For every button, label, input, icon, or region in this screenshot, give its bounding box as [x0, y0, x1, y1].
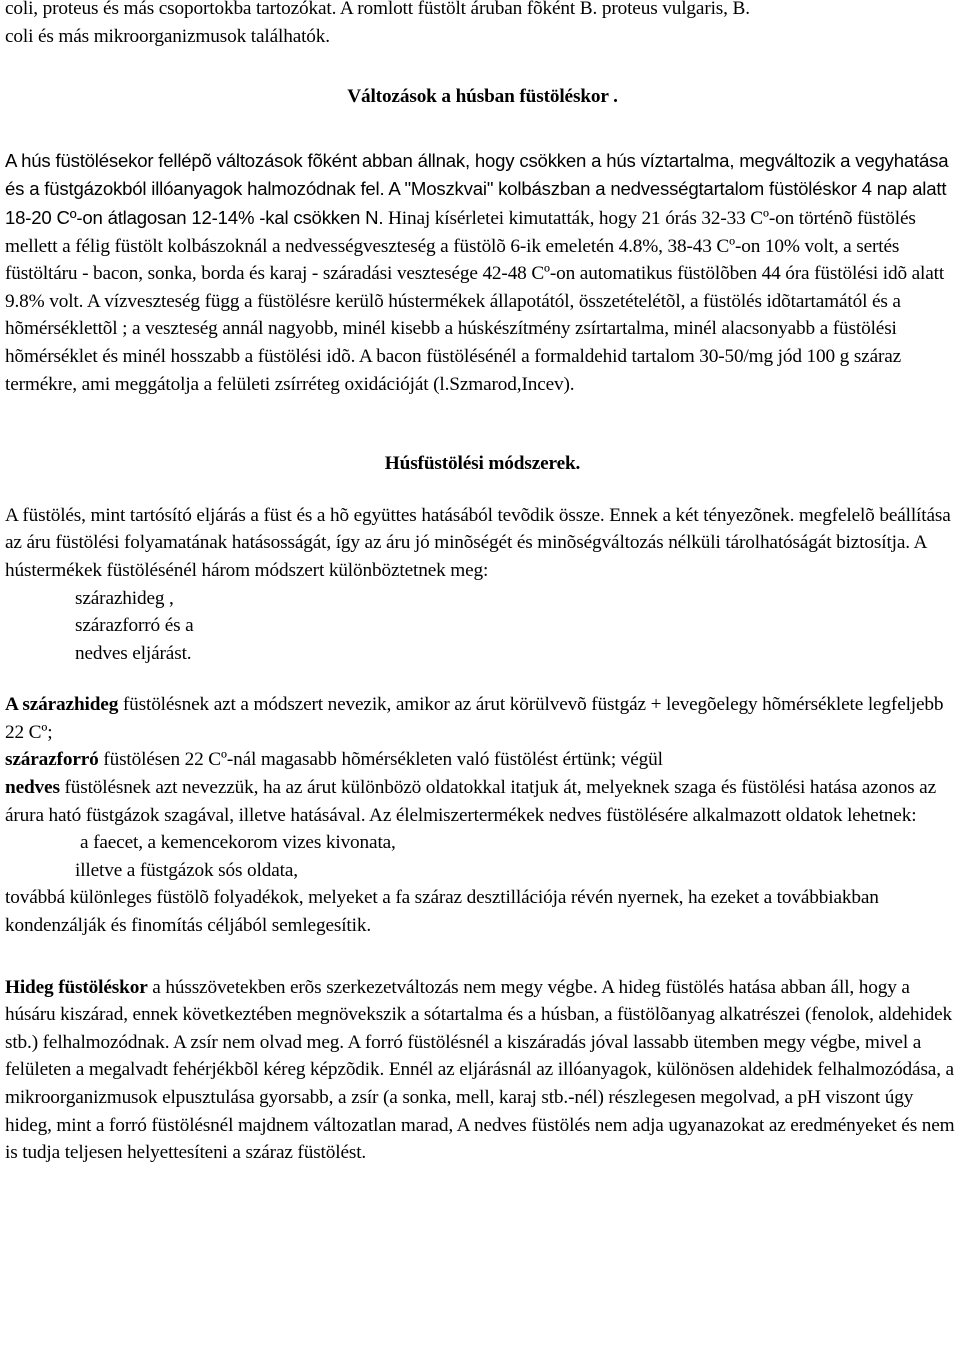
paragraph-serif-part: Hinaj kísérletei kimutatták, hogy 21 órás 32-33 Cº-on történõ füstölés mellett a félig füstölt kolbászoknál a nedvességveszteség a füstölõ 6-ik emeletén 4.8%, 38-43 Cº-on 10% volt, a sertés füstöltáru - bacon, sonka, borda és karaj - száradási vesztesége 42-48 Cº-on automatikus füstölõben 44 óra füstölési idõ alatt 9.8% volt. A vízveszteség függ a füstölésre kerülõ hústermékek állapotától, összetételétõl, a füstölés idõtartamától és a hõmérséklettõl ; a veszteség annál nagyobb, minél kisebb a húskészítmény zsírtartalma, minél alacsonyabb a füstölési hõmérséklet és minél hosszabb a füstölési idõ. A bacon füstölésénél a formaldehid tartalom 30-50/mg jód 100 g száraz termékre, ami meggátolja a felületi zsírréteg oxidációját (l.Szmarod,Incev). — [5, 207, 945, 395]
term-dry-hot: szárazforró — [5, 749, 99, 771]
paragraph-liquids: továbbá különleges füstölõ folyadékok, melyeket a fa száraz desztillációja révén nyernek, ha ezeket a továbbiakban kondenzálják és finomítás céljából semlegesítik. — [5, 887, 879, 937]
definition-dry-cold — [5, 691, 960, 746]
method-item: nedves eljárást. — [75, 642, 192, 664]
definition-text: füstölésen 22 Cº-nál magasabb hõmérsékleten való füstölést értünk; végül — [98, 749, 663, 771]
paragraph-cold-smoking — [5, 974, 960, 1167]
spacer — [5, 478, 960, 492]
section-heading-methods: Húsfüstölési módszerek. — [384, 453, 581, 475]
document-page — [5, 0, 960, 1167]
solution-item: illetve a füstgázok sós oldata, — [75, 859, 298, 881]
term-wet: nedves — [5, 777, 60, 799]
definition-dry-hot — [5, 746, 960, 774]
solution-item: a faecet, a kemencekorom vizes kivonata, — [80, 832, 396, 854]
paragraph-methods-intro: A füstölés, mint tartósító eljárás a füst és a hõ együttes hatásából tevõdik össze. Ennek a két tényezõnek. megfelelõ beállítása az áru füstölési folyamatának hatásosságát, így az áru jó minõségét és minõségváltozás nélküli tárolhatóságát biztosítja. A hústermékek füstölésénél három módszert különböztetnek meg: — [5, 504, 951, 581]
definition-text: füstölésnek azt nevezzük, ha az árut különbözö oldatokkal itatjuk át, melyeknek szaga és füstölési hatása azonos az árura ható füstgázok szagával, illetve hatásával. Az élelmiszertermékek nedves füstölésére alkalmazott oldatok lehetnek: — [5, 777, 936, 826]
intro-line-2: coli és más mikroorganizmusok találhatók. — [5, 25, 330, 47]
term-cold-smoking: Hideg füstöléskor — [5, 976, 148, 998]
spacer — [5, 111, 960, 139]
definition-wet — [5, 774, 960, 829]
term-dry-cold: A szárazhideg — [5, 694, 119, 716]
definition-text: füstölésnek azt a módszert nevezik, amikor az árut körülvevõ füstgáz + levegõelegy hõmérséklete legfeljebb 22 Cº; — [5, 694, 944, 743]
spacer — [5, 667, 960, 691]
method-item: szárazforró és a — [75, 615, 194, 637]
section-heading-changes: Változások a húsban füstöléskor . — [347, 86, 618, 108]
spacer — [5, 55, 960, 77]
spacer — [5, 398, 960, 454]
paragraph-sans-part: A hús füstölésekor fellépõ változások fõként abban állnak, hogy csökken a hús víztartalma, megváltozik a vegyhatása és a füstgázokból illóanyagok halmozódnak fel. A "Moszkvai" kolbászban a nedvességtartalom füstöléskor 4 nap alatt 18-20 Cº-on átlagosan 12-14% -kal csökken N. — [5, 149, 949, 228]
method-item: szárazhideg , — [75, 587, 174, 609]
spacer — [5, 940, 960, 968]
intro-line-1: coli, proteus és más csoportokba tartozókat. A romlott füstölt áruban fõként B. proteus vulgaris, B. — [5, 0, 750, 19]
paragraph-text: a hússzövetekben erõs szerkezetváltozás nem megy végbe. A hideg füstölés hatása abban áll, hogy a húsáru kiszárad, ennek következtében megnövekszik a sótartalma és a húsban, a füstölõanyag alkatrészei (fenolok, aldehidek stb.) felhalmozódnak. A zsír nem olvad meg. A forró füstölésnél a kiszáradás jóval lassabb ütemben megy végbe, mivel a felületen a megalvadt fehérjékbõl kéreg képzõdik. Ennél az eljárásnál az illóanyagok, különösen aldehidek felhalmozódása, a mikroorganizmusok elpusztulása gyorsabb, a zsír (a sonka, mell, karaj stb.-nél) részlegesen megolvad, a pH viszont úgy hideg, mint a forró füstölésnél majdnem változatlan marad, A nedves füstölés nem adja ugyanazokat az eredményeket és nem is tudja teljesen helyettesíteni a száraz füstölést. — [5, 976, 955, 1164]
paragraph-smoking-changes — [5, 147, 960, 398]
